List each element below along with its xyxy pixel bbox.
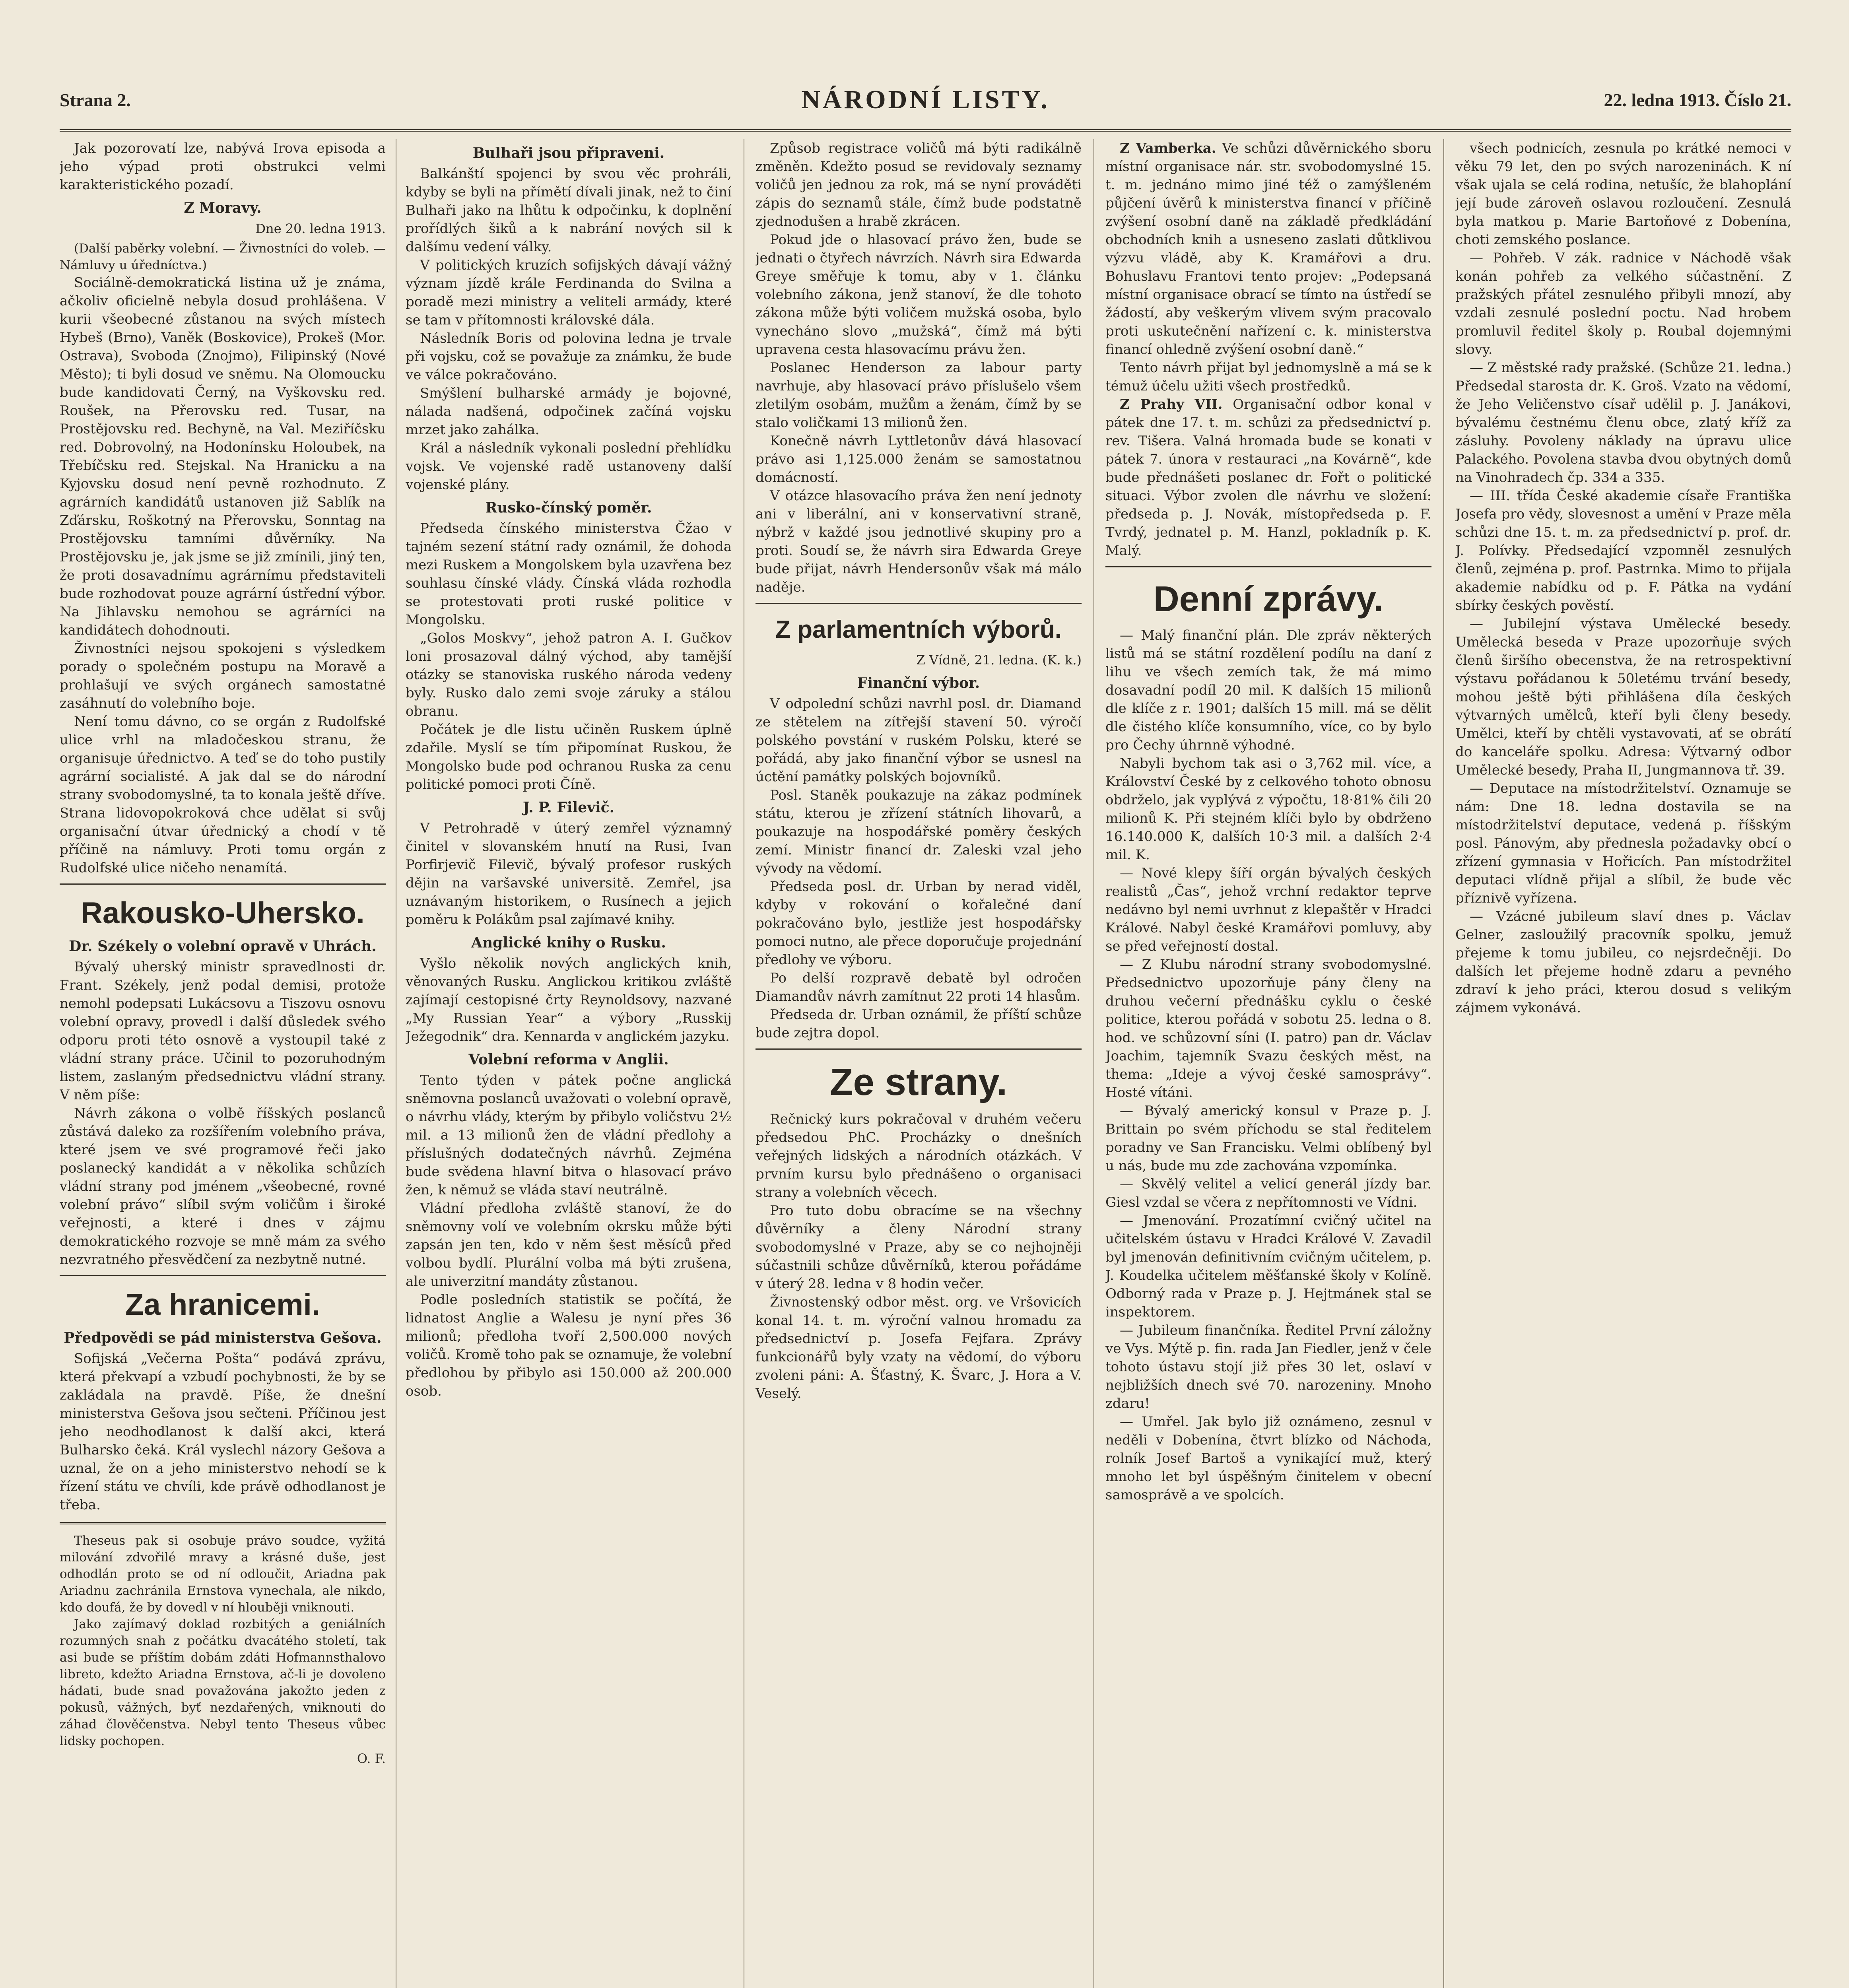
- article-paragraph: „Golos Moskvy“, jehož patron A. I. Gučkov loni prosazoval dálný východ, aby tamější otázky se stanoviska ruského národa vedeny byly. Rusko dalo zemi svoje záruky a stálou obranu.: [406, 630, 732, 719]
- article-text: Ve schůzi důvěrnického sboru místní organisace nár. str. svobodomyslné 15. t. m. jednáno mimo jiné též o zamýšleném půjčení úvěrů k ministerstva financí v příčině zvýšení osobní daně na základě předkládání obchodních knih a usneseno zaslati důtklivou výzvu vládě, aby K. Kramářovi a dru. Bohuslavu Frantovi tento projev: „Podepsaná místní organisace obrací se tímto na ústředí se žádostí, aby veškerým vlivem svým pracovalo proti uskutečnění nařízení c. k. ministerstva financí ohledně zvýšení osobní daně.“: [1105, 140, 1431, 357]
- news-item: — Skvělý velitel a velicí generál jízdy bar. Giesl vzdal se včera z nepřítomnosti ve Vídni.: [1105, 1176, 1431, 1210]
- page-number: Strana 2.: [60, 90, 131, 110]
- article-paragraph: Sofijská „Večerna Pošta“ podává zprávu, která překvapí a vzbudí pochybnosti, že by se zakládala na pravdě. Píše, že dnešní ministerstva Gešova jsou sečteni. Příčinou jest jeho neodhodlanost k další akci, která Bulharsko čeká. Král vyslechl názory Gešova a uznal, že on a jeho ministerstvo nehodí se k řízení státu ve chvíli, kde právě odhodlanost je třeba.: [60, 1351, 386, 1513]
- news-item: — Z Klubu národní strany svobodomyslné. Předsednictvo upozorňuje pány členy na druhou večerní přednášku cyklu o české politice, kterou pořádá v sobotu 25. ledna o 8. hod. ve schůzovní síni (I. patro) pan dr. Václav Joachim, tajemník Svazu českých měst, na thema: „Ideje a vývoj české samosprávy“. Hosté vítáni.: [1105, 957, 1431, 1101]
- article-paragraph: Posl. Staněk poukazuje na zákaz podmínek státu, kterou je zřízení státních lihovarů, a poukazuje na hospodářské poměry českých zemí. Ministr financí dr. Zaleski vzal jeho vývody na vědomí.: [756, 787, 1082, 876]
- section-title: Rakousko-Uhersko.: [81, 896, 365, 930]
- article-paragraph: Návrh zákona o volbě říšských poslanců zůstává daleko za rozšířením volebního práva, které jsem ve své programové řeči jako poslanecký kandidát a v několika schůzích vládní strany pod jménem „všeobecné, rovné volební právo“ slíbil svým voličům i široké veřejnosti, a které i dnes v zájmu demokratického rozvoje se mně mám za svého nezvratného přesvědčení za nezbytně nutné.: [60, 1105, 386, 1268]
- article-paragraph: Pokud jde o hlasovací právo žen, bude se jednati o čtyřech návrzích. Návrh sira Edwarda Greye směřuje k tomu, aby v 1. článku volebního zákona, jenž stanoví, že dle tohoto zákona může býti voličem mužská osoba, bylo vynecháno slovo „mužská“, čímž má býti upravena cesta hlasovacímu právu žen.: [756, 232, 1082, 357]
- article-paragraph: Poslanec Henderson za labour party navrhuje, aby hlasovací právo příslušelo všem zletilým osobám, mužům a ženám, čímž by se stalo voličkami 13 milionů žen.: [756, 360, 1082, 431]
- news-item: — Jubileum finančníka. Ředitel První záložny ve Vys. Mýtě p. fin. rada Jan Fiedler, jenž v čele tohoto ústavu stojí již přes 30 let, oslaví v nejbližších dnech své 70. narozeniny. Mnoho zdaru!: [1105, 1322, 1431, 1411]
- article-paragraph: Vládní předloha zvláště stanoví, že do sněmovny volí ve volebním okrsku může býti zapsán jen ten, kdo v něm šest měsíců před volbou bydlí. Plurální volba má býti zrušena, ale univerzitní mandáty zůstanou.: [406, 1200, 732, 1289]
- column-rule: [1443, 139, 1444, 1988]
- column-4: [1105, 139, 1431, 1988]
- divider: [756, 1048, 1082, 1050]
- article-lead: Z Vamberka.: [1120, 140, 1216, 156]
- dateline: Z Vídně, 21. ledna. (K. k.): [916, 652, 1082, 668]
- article-subtitle: (Další paběrky volební. — Živnostníci do voleb. — Námluvy u úředníctva.): [60, 241, 386, 272]
- column-1: [60, 139, 386, 1988]
- section-title: Z parlamentních výborů.: [775, 616, 1062, 643]
- article-paragraph: Rečnický kurs pokračoval v druhém večeru předsedou PhC. Procházky o dnešních veřejných lidských a národních otázkách. V prvním kursu bylo přednášeno o organisaci strany a volebních věcech.: [756, 1111, 1082, 1200]
- article-paragraph: Způsob registrace voličů má býti radikálně změněn. Kdežto posud se revidovaly seznamy voličů jen jednou za rok, má se nyní prováděti zápis do seznamů stále, čímž bude podstatně zjednodušen a hrabě zkrácen.: [756, 140, 1082, 229]
- news-item: Nabyli bychom tak asi o 3,762 mil. více, a Království České by z celkového tohoto obnosu obdrželo, jak vyplývá z výpočtu, 18·81% čili 20 milionů K. Při stejném klíči bylo by obdrženo 16.140.000 K, dalších 10·3 mil. a dalších 2·4 mil. K.: [1105, 755, 1431, 863]
- issue-date: 22. ledna 1913. Číslo 21.: [1604, 90, 1791, 110]
- article-paragraph: Po delší rozpravě debatě byl odročen Diamandův návrh zamítnut 22 proti 14 hlasům.: [756, 970, 1082, 1004]
- article-paragraph: Tento návrh přijat byl jednomyslně a má se k témuž účelu užiti všech prostředků.: [1105, 360, 1431, 394]
- article-paragraph: Konečně návrh Lyttletonův dává hlasovací právo asi 1,125.000 ženám se samostatnou domácností.: [756, 433, 1082, 485]
- article-paragraph: Předseda čínského ministerstva Čžao v tajném sezení státní rady oznámil, že dohoda mezi Ruskem a Mongolskem byla uzavřena bez souhlasu čínské vlády. Čínská vláda rozhodla se protestovati proti ruské politice v Mongolsku.: [406, 520, 732, 628]
- page-header: [60, 82, 1791, 132]
- article-heading: Bulhaři jsou připraveni.: [472, 145, 665, 161]
- section-title: Denní zprávy.: [1153, 579, 1384, 619]
- article-paragraph: V politických kruzích sofijských dávají vážný význam jízdě krále Ferdinanda do Svilna a poradě mezi ministry a veliteli armády, které se tam v přítomnosti královské dála.: [406, 257, 732, 328]
- column-2: [406, 139, 732, 1988]
- article-heading: Předpovědi se pád ministerstva Gešova.: [64, 1330, 382, 1346]
- news-item: — III. třída České akademie císaře Františka Josefa pro vědy, slovesnost a umění v Praze měla schůzi dne 15. t. m. za předsednictví p. prof. dr. J. Polívky. Předsedající vzpomněl zesnulých členů, zejména p. prof. Pastrnka. Mimo to přijala akademie nabídku od p. F. Pátka na vydání sbírky českých pověstí.: [1455, 488, 1791, 613]
- article-paragraph: V odpolední schůzi navrhl posl. dr. Diamand ze stětelem na zítřejší stavení 50. výročí polského povstání v ruském Polsku, které se pořádá, aby jako finanční výbor se usnesl na úctění památky polských bojovníků.: [756, 696, 1082, 785]
- article-paragraph: Bývalý uherský ministr spravedlnosti dr. Frant. Székely, jenž podal demisi, protože nemohl podepsati Lukácsovu a Tiszovu osnovu volební opravy, provedl i další důsledek svého odporu proti této osnově a vystoupil také z vládní strany práce. Učinil to pozoruhodným listem, zaslaným předsednictvu vládní strany. V něm píše:: [60, 959, 386, 1103]
- article-paragraph: Balkánští spojenci by svou věc prohráli, kdyby se byli na přímětí dívali jinak, než to činí Bulhaři jako na lhůtu k odpočinku, k doplnění prořídlých šiků a k nabrání nových sil k dalšímu vedení války.: [406, 166, 732, 255]
- double-rule: [60, 1522, 386, 1524]
- feuilleton-paragraph: Jako zajímavý doklad rozbitých a geniálních rozumných snah z počátku dvacátého století, tak asi bude se příštím dobám zdáti Hofmannsthalovo libreto, kdežto Ariadna Ernstova, ač-li je dovoleno hádati, bude snad považována jakožto jeden z pokusů, vážných, byť nezdařených, vniknouti do záhad člověčenstva. Nebyl tento Theseus vůbec lidsky pochopen.: [60, 1617, 386, 1748]
- feuilleton-paragraph: Theseus pak si osobuje právo soudce, vyžitá milování zdvořilé mravy a krásné duše, jest odhodlán proto se od ní odloučit, Ariadna pak Ariadnu zachránila Ernstova vynechala, ale nikdo, kdo doufá, že by dovedl v ní hlouběji vniknouti.: [60, 1534, 386, 1615]
- article-paragraph: Následník Boris od polovina ledna je trvale při vojsku, což se považuje za známku, že bude ve válce pokračováno.: [406, 330, 732, 383]
- article-text: Organisační odbor konal v pátek dne 17. t. m. schůzi za předsednictví p. rev. Tišera. Valná hromada bude se konati v pátek 7. února v restauraci „na Kovárně“, kde bude přednášeti poslanec dr. Fořt o politické situaci. Výbor zvolen dle návrhu ve složení: předseda p. J. Novák, místopředseda p. F. Tvrdý, jednatel p. M. Hanzl, pokladník p. K. Malý.: [1105, 396, 1431, 559]
- news-item: — Nové klepy šíří orgán bývalých českých realistů „Čas“, jehož vrchní redaktor teprve nedávno byl nemi uvrhnut z klepaštěr v Hradci Králové. Nabyl české Kramářovi pomluvy, aby se před veřejností dostal.: [1105, 865, 1431, 954]
- news-item: — Malý finanční plán. Dle zpráv některých listů má se státní rozdělení podílu na daní z lihu ve všech zemích tak, že má mimo dosavadní podíl 20 mil. K dalších 15 milionů dle klíče z r. 1901; dalších 15 mill. má se dělit dle čistého klíče konsumního, více, co by bylo pro Čechy úhrnně výhodné.: [1105, 627, 1431, 753]
- article-paragraph: Podle posledních statistik se počítá, že lidnatost Anglie a Walesu je nyní přes 36 milionů; předloha tvoří 2,500.000 nových voličů. Kromě toho pak se oznamuje, že volební předlohou by přibylo asi 150.000 až 200.000 osob.: [406, 1292, 732, 1399]
- section-title: Ze strany.: [829, 1061, 1008, 1103]
- column-rule: [1093, 139, 1094, 1988]
- signature: O. F.: [357, 1751, 386, 1766]
- news-item: — Jubilejní výstava Umělecké besedy. Umělecká beseda v Praze upozorňuje svých členů širšího obecenstva, že na retrospektivní výstavu pořádanou k 50letému trvání besedy, mohou ještě býti přihlášena díla českých výtvarných umělců, kteří byli členy besedy. Umělci, kteří by chtěli vystavovati, ať se obrátí do kanceláře spolku. Adresa: Výtvarný odbor Umělecké besedy, Praha II, Jungmannova tř. 39.: [1455, 616, 1791, 778]
- article-heading: Dr. Székely o volební opravě v Uhrách.: [69, 938, 377, 955]
- column-3: [756, 139, 1082, 1988]
- article-lead: Z Prahy VII.: [1120, 396, 1223, 412]
- divider: [1105, 566, 1431, 567]
- column-5: [1455, 139, 1791, 1988]
- article-paragraph: Předseda dr. Urban oznámil, že příští schůze bude zejtra dopol.: [756, 1007, 1082, 1041]
- article-paragraph: [1105, 395, 1431, 560]
- masthead-title: NÁRODNÍ LISTY.: [801, 85, 1050, 114]
- divider: [60, 883, 386, 885]
- article-paragraph: Sociálně-demokratická listina už je známa, ačkoliv oficielně nebyla dosud prohlášena. V kurii všeobecné zůstanou na svých místech Hybeš (Brno), Vaněk (Boskovice), Prokeš (Mor. Ostrava), Svoboda (Znojmo), Filipinský (Nové Město); ti byli dosud ve sněmu. Na Olomoucku bude kandidovati Černý, na Vyškovsku red. Roušek, na Přerovsku red. Tusar, na Prostějovsku red. Bechyně, na Val. Meziříčsku red. Dobrovolný, na Hodonínsku Holoubek, na Třebíčsku red. Stejskal. Na Hranicku a na Kyjovsku dosud není pevně rozhodnuto. Z agrárních kandidátů ustanoven již Sablík na Zďársku, Roškotný na Přerovsku, Sonntag na Prostějovsku tamními důvěrníky. Na Prostějovsku je, jak jsme se již zmínili, jiný ten, že proti dosavadnímu agrárnímu představiteli bude rozhodovat pouze agrární ústřední výbor. Na Jihlavsku nemohou se agrárníci na kandidátech dohodnouti.: [60, 275, 386, 638]
- article-paragraph: Vyšlo několik nových anglických knih, věnovaných Rusku. Anglickou kritikou zvláště zajímají cestopisné črty Reynoldsovy, nazvané „My Russian Year“ a výbory „Russkij Ježegodnik“ dra. Kennarda v anglickém jazyku.: [406, 955, 732, 1044]
- article-paragraph: Jak pozorovatí lze, nabývá Irova episoda a jeho výpad proti obstrukci velmi karakteristického pozadí.: [60, 140, 386, 193]
- dateline: Dne 20. ledna 1913.: [255, 221, 386, 236]
- news-item: — Bývalý americký konsul v Praze p. J. Brittain po svém příchodu se stal ředitelem poradny ve San Francisku. Velmi oblíbený byl u nás, bude mu zde zachována vzpomínka.: [1105, 1103, 1431, 1174]
- article-paragraph: [1105, 139, 1431, 359]
- news-item: všech podnicích, zesnula po krátké nemoci v věku 79 let, den po svých narozeninách. K ní však ujala se celá rodina, netušíc, že blahoplání její bude zároveň oslavou rozloučení. Zesnulá byla matkou p. Marie Bartoňové z Dobenína, choti zemského poslance.: [1455, 140, 1791, 248]
- news-item: — Vzácné jubileum slaví dnes p. Václav Gelner, zasloužilý pracovník spolku, jemuž přejeme k tomu jubileu, co nejsrdečněji. Do dalších let přejeme hodně zdaru a pevného zdraví k jeho práci, kterou dosud s velikým zájmem vykonává.: [1455, 909, 1791, 1016]
- article-heading: Volební reforma v Anglii.: [468, 1051, 669, 1068]
- section-title: Za hranicemi.: [125, 1288, 320, 1322]
- article-paragraph: V Petrohradě v úterý zemřel významný činitel v slovanském hnutí na Rusi, Ivan Porfirjevič Filevič, bývalý profesor ruských dějin na varšavské universitě. Zemřel, jsa uznávaným historikem, o Rusínech a jejich poměru k Polákům psal zajímavé knihy.: [406, 820, 732, 928]
- article-paragraph: Počátek je dle listu učiněn Ruskem úplně zdařile. Myslí se tím připomínat Ruskou, že Mongolsko bude pod ochranou Ruska za cenu politické pomoci proti Číně.: [406, 722, 732, 792]
- article-paragraph: Živnostníci nejsou spokojeni s výsledkem porady o společném postupu na Moravě a prohlašují ve svých orgánech samostatné zasáhnutí do volebního boje.: [60, 641, 386, 711]
- news-item: — Umřel. Jak bylo již oznámeno, zesnul v neděli v Dobenína, čtvrt blízko od Náchoda, rolník Josef Bartoš a vynikající muž, který mnoho let byl úspěšným činitelem v obecní samosprávě a ve spolcích.: [1105, 1414, 1431, 1503]
- news-item: — Pohřeb. V zák. radnice v Náchodě však konán pohřeb za velkého súčastnění. Z pražských přátel zesnulého přibyli mnozí, aby vzdali zesnulé poslední poctu. Nad hrobem promluvil ředitel školy p. Roubal dojemnými slovy.: [1455, 250, 1791, 357]
- article-paragraph: Živnostenský odbor měst. org. ve Vršovicích konal 14. t. m. výroční valnou hromadu za předsednictví p. Josefa Fejfara. Zprávy funkcionářů byly vzaty na vědomí, do výboru zvoleni páni: A. Šťastný, K. Švarc, J. Hora a V. Veselý.: [756, 1294, 1082, 1402]
- news-item: — Z městské rady pražské. (Schůze 21. ledna.) Předsedal starosta dr. K. Groš. Vzato na vědomí, že Jeho Veličenstvo císař udělil p. J. Janákovi, bývalému čestnému členu obce, zlatý kříž za zásluhy. Povoleny náklady na úpravu ulice Palackého. Povolena stavba dvou obytných domů na Vinohradech čp. 334 a 335.: [1455, 360, 1791, 485]
- article-paragraph: Král a následník vykonali poslední přehlídku vojsk. Ve vojenské radě ustanoveny další vojenské plány.: [406, 440, 732, 493]
- article-paragraph: V otázce hlasovacího práva žen není jednoty ani v liberální, ani v konservativní straně, nýbrž v každé jsou jednotlivé skupiny pro a proti. Soudí se, že návrh sira Edwarda Greye bude přijat, návrh Hendersonův však má málo naděje.: [756, 488, 1082, 595]
- article-heading: J. P. Filevič.: [522, 799, 615, 816]
- article-heading: Anglické knihy o Rusku.: [471, 934, 666, 951]
- article-paragraph: Není tomu dávno, co se orgán z Rudolfské ulice vrhl na mladočeskou stranu, že organisuje úřednictvo. A teď se do toho pustily agrární socialisté. A jak dal se do národní strany svobodomyslné, ta to konala ještě dříve. Strana lidovopokroková chce udělat si svůj organisační útvar úřednický a chodí v tě příčině na námluvy. Proti tomu orgán z Rudolfské ulice ničeho nenamítá.: [60, 714, 386, 876]
- divider: [60, 1275, 386, 1276]
- article-paragraph: Pro tuto dobu obracíme se na všechny důvěrníky a členy Národní strany svobodomyslné v Praze, aby se co nejhojněji súčastnili schůze důvěrníků, kterou pořádáme v úterý 28. ledna v 8 hodin večer.: [756, 1203, 1082, 1292]
- news-item: — Jmenování. Prozatímní cvičný učitel na učitelském ústavu v Hradci Králové V. Zavadil byl jmenován definitivním cvičným učitelem, p. J. Koudelka učitelem měšťanské školy v Kolíně. Odborný rada v Praze p. J. Hejtmánek stal se inspektorem.: [1105, 1213, 1431, 1320]
- article-paragraph: Předseda posl. dr. Urban by nerad viděl, kdyby v rokování o kořalečné daní pokračováno bylo, jestliže jest hospodářsky pomoci nutno, ale přece doporučuje projednání předlohy ve výboru.: [756, 879, 1082, 968]
- news-item: — Deputace na místodržitelství. Oznamuje se nám: Dne 18. ledna dostavila se na místodržitelství deputace, vedená p. říšským posl. Pánovým, aby přednesla požadavky obcí o zřízení gymnasia v Hořicích. Pan místodržitel deputaci vlídně přijal a slíbil, že bude věc příznivě vyřízena.: [1455, 780, 1791, 906]
- section-heading: Z Moravy.: [184, 200, 262, 216]
- article-heading: Finanční výbor.: [857, 675, 980, 691]
- article-paragraph: Smýšlení bulharské armády je bojovné, nálada nadšená, odpočinek začíná vojsku mrzet jako zahálka.: [406, 385, 732, 438]
- article-heading: Rusko-čínský poměr.: [485, 499, 652, 516]
- divider: [756, 603, 1082, 604]
- article-paragraph: Tento týden v pátek počne anglická sněmovna poslanců uvažovati o volební opravě, o návrhu vlády, kterým by přibylo voličstvu 2½ mil. a 13 milionů žen de vládní předlohy a příslušných dodatečných návrhů. Zejména bude svědena hlavní bitva o hlasovací právo žen, k němuž se vláda staví neutrálně.: [406, 1072, 732, 1198]
